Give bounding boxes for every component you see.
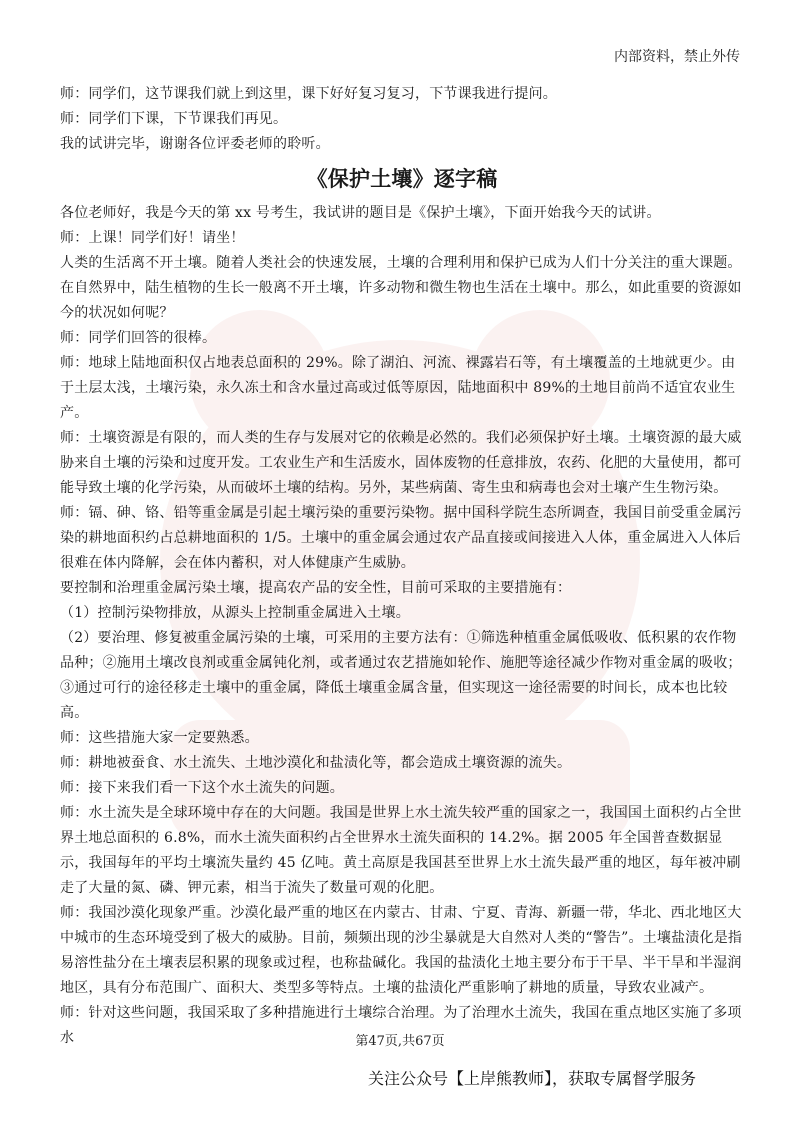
paragraph: 人类的生活离不开土壤。随着人类社会的快速发展，土壤的合理利用和保护已成为人们十分关注的重大课题。在自然界中，陆生植物的生长一般离不开土壤，许多动物和微生物也生活在土壤中。那么，如此重要的资源如今的状况如何呢？ (60, 255, 742, 321)
confidential-note: 内部资料，禁止外传 (614, 49, 740, 65)
paragraph: 师：这些措施大家一定要熟悉。 (60, 730, 259, 746)
paragraph: 师：接下来我们看一下这个水土流失的问题。 (60, 780, 344, 796)
text-line: 师：同学们，这节课我们就上到这里，课下好好复习复习，下节课我进行提问。 (60, 86, 557, 102)
text-line: 师：同学们下课，下节课我们再见。 (60, 111, 288, 127)
paragraph: 各位老师好，我是今天的第 xx 号考生，我试讲的题目是《保护土壤》，下面开始我今天的试讲。 (60, 205, 661, 221)
text-line: 我的试讲完毕，谢谢各位评委老师的聆听。 (60, 136, 330, 152)
paragraph: 师：土壤资源是有限的，而人类的生存与发展对它的依赖是必然的。我们必须保护好土壤。土壤资源的最大威胁来自土壤的污染和过度开发。工农业生产和生活废水，固体废物的任意排放，农药、化肥的大量使用，都可能导致土壤的化学污染，从而破坏土壤的结构。另外，某些病菌、寄生虫和病毒也会对土壤产生生物污染。 (60, 430, 742, 496)
paragraph: 师：同学们回答的很棒。 (60, 330, 217, 346)
paragraph: 师：上课！同学们好！请坐！ (60, 230, 245, 246)
document-body (60, 82, 744, 1051)
page-number: 第47页,共67页 (355, 1034, 445, 1049)
paragraph: （1）控制污染物排放，从源头上控制重金属进入土壤。 (60, 605, 410, 621)
paragraph: 要控制和治理重金属污染土壤，提高农产品的安全性，目前可采取的主要措施有： (60, 580, 572, 596)
paragraph: 师：耕地被蚕食、水土流失、土地沙漠化和盐渍化等，都会造成土壤资源的流失。 (60, 755, 572, 771)
paragraph: 师：镉、砷、铬、铅等重金属是引起土壤污染的重要污染物。据中国科学院生态所调查，我国目前受重金属污染的耕地面积约占总耕地面积的 1/5。土壤中的重金属会通过农产品直接或间接进入人体，重金属进入人体后很难在体内降解，会在体内蓄积，对人体健康产生威胁。 (60, 505, 742, 571)
paragraph: 师：水土流失是全球环境中存在的大问题。我国是世界上水土流失较严重的国家之一，我国国土面积约占全世界土地总面积的 6.8%，而水土流失面积约占全世界水土流失面积的 14.2%。据 2005 年全国普查数据显示，我国每年的平均土壤流失量约 45 亿吨。黄土高原是我国甚至世界上水土流失最严重的地区，每年被冲刷走了大量的氮、磷、钾元素，相当于流失了数量可观的化肥。 (60, 805, 742, 896)
paragraph: 师：地球上陆地面积仅占地表总面积的 29%。除了湖泊、河流、裸露岩石等，有土壤覆盖的土地就更少。由于土层太浅，土壤污染，永久冻土和含水量过高或过低等原因，陆地面积中 89%的土地目前尚不适宜农业生产。 (60, 355, 736, 421)
paragraph: 师：针对这些问题，我国采取了多种措施进行土壤综合治理。为了治理水土流失，我国在重点地区实施了多项水 (60, 1005, 742, 1046)
document-title: 《保护土壤》逐字稿 (306, 166, 498, 191)
paragraph: （2）要治理、修复被重金属污染的土壤，可采用的主要方法有：①筛选种植重金属低吸收、低积累的农作物品种；②施用土壤改良剂或重金属钝化剂，或者通过农艺措施如轮作、施肥等途径减少作物对重金属的吸收；③通过可行的途径移走土壤中的重金属，降低土壤重金属含量，但实现这一途径需要的时间长，成本也比较高。 (60, 630, 742, 721)
footer-promo: 关注公众号【上岸熊教师】，获取专属督学服务 (368, 1069, 697, 1088)
paragraph: 师：我国沙漠化现象严重。沙漠化最严重的地区在内蒙古、甘肃、宁夏、青海、新疆一带，华北、西北地区大中城市的生态环境受到了极大的威胁。目前，频频出现的沙尘暴就是大自然对人类的“警告”。土壤盐渍化是指易溶性盐分在土壤表层积累的现象或过程，也称盐碱化。我国的盐渍化土地主要分布于干旱、半干旱和半湿润地区，具有分布范围广、面积大、类型多等特点。土壤的盐渍化严重影响了耕地的质量，导致农业减产。 (60, 905, 743, 996)
